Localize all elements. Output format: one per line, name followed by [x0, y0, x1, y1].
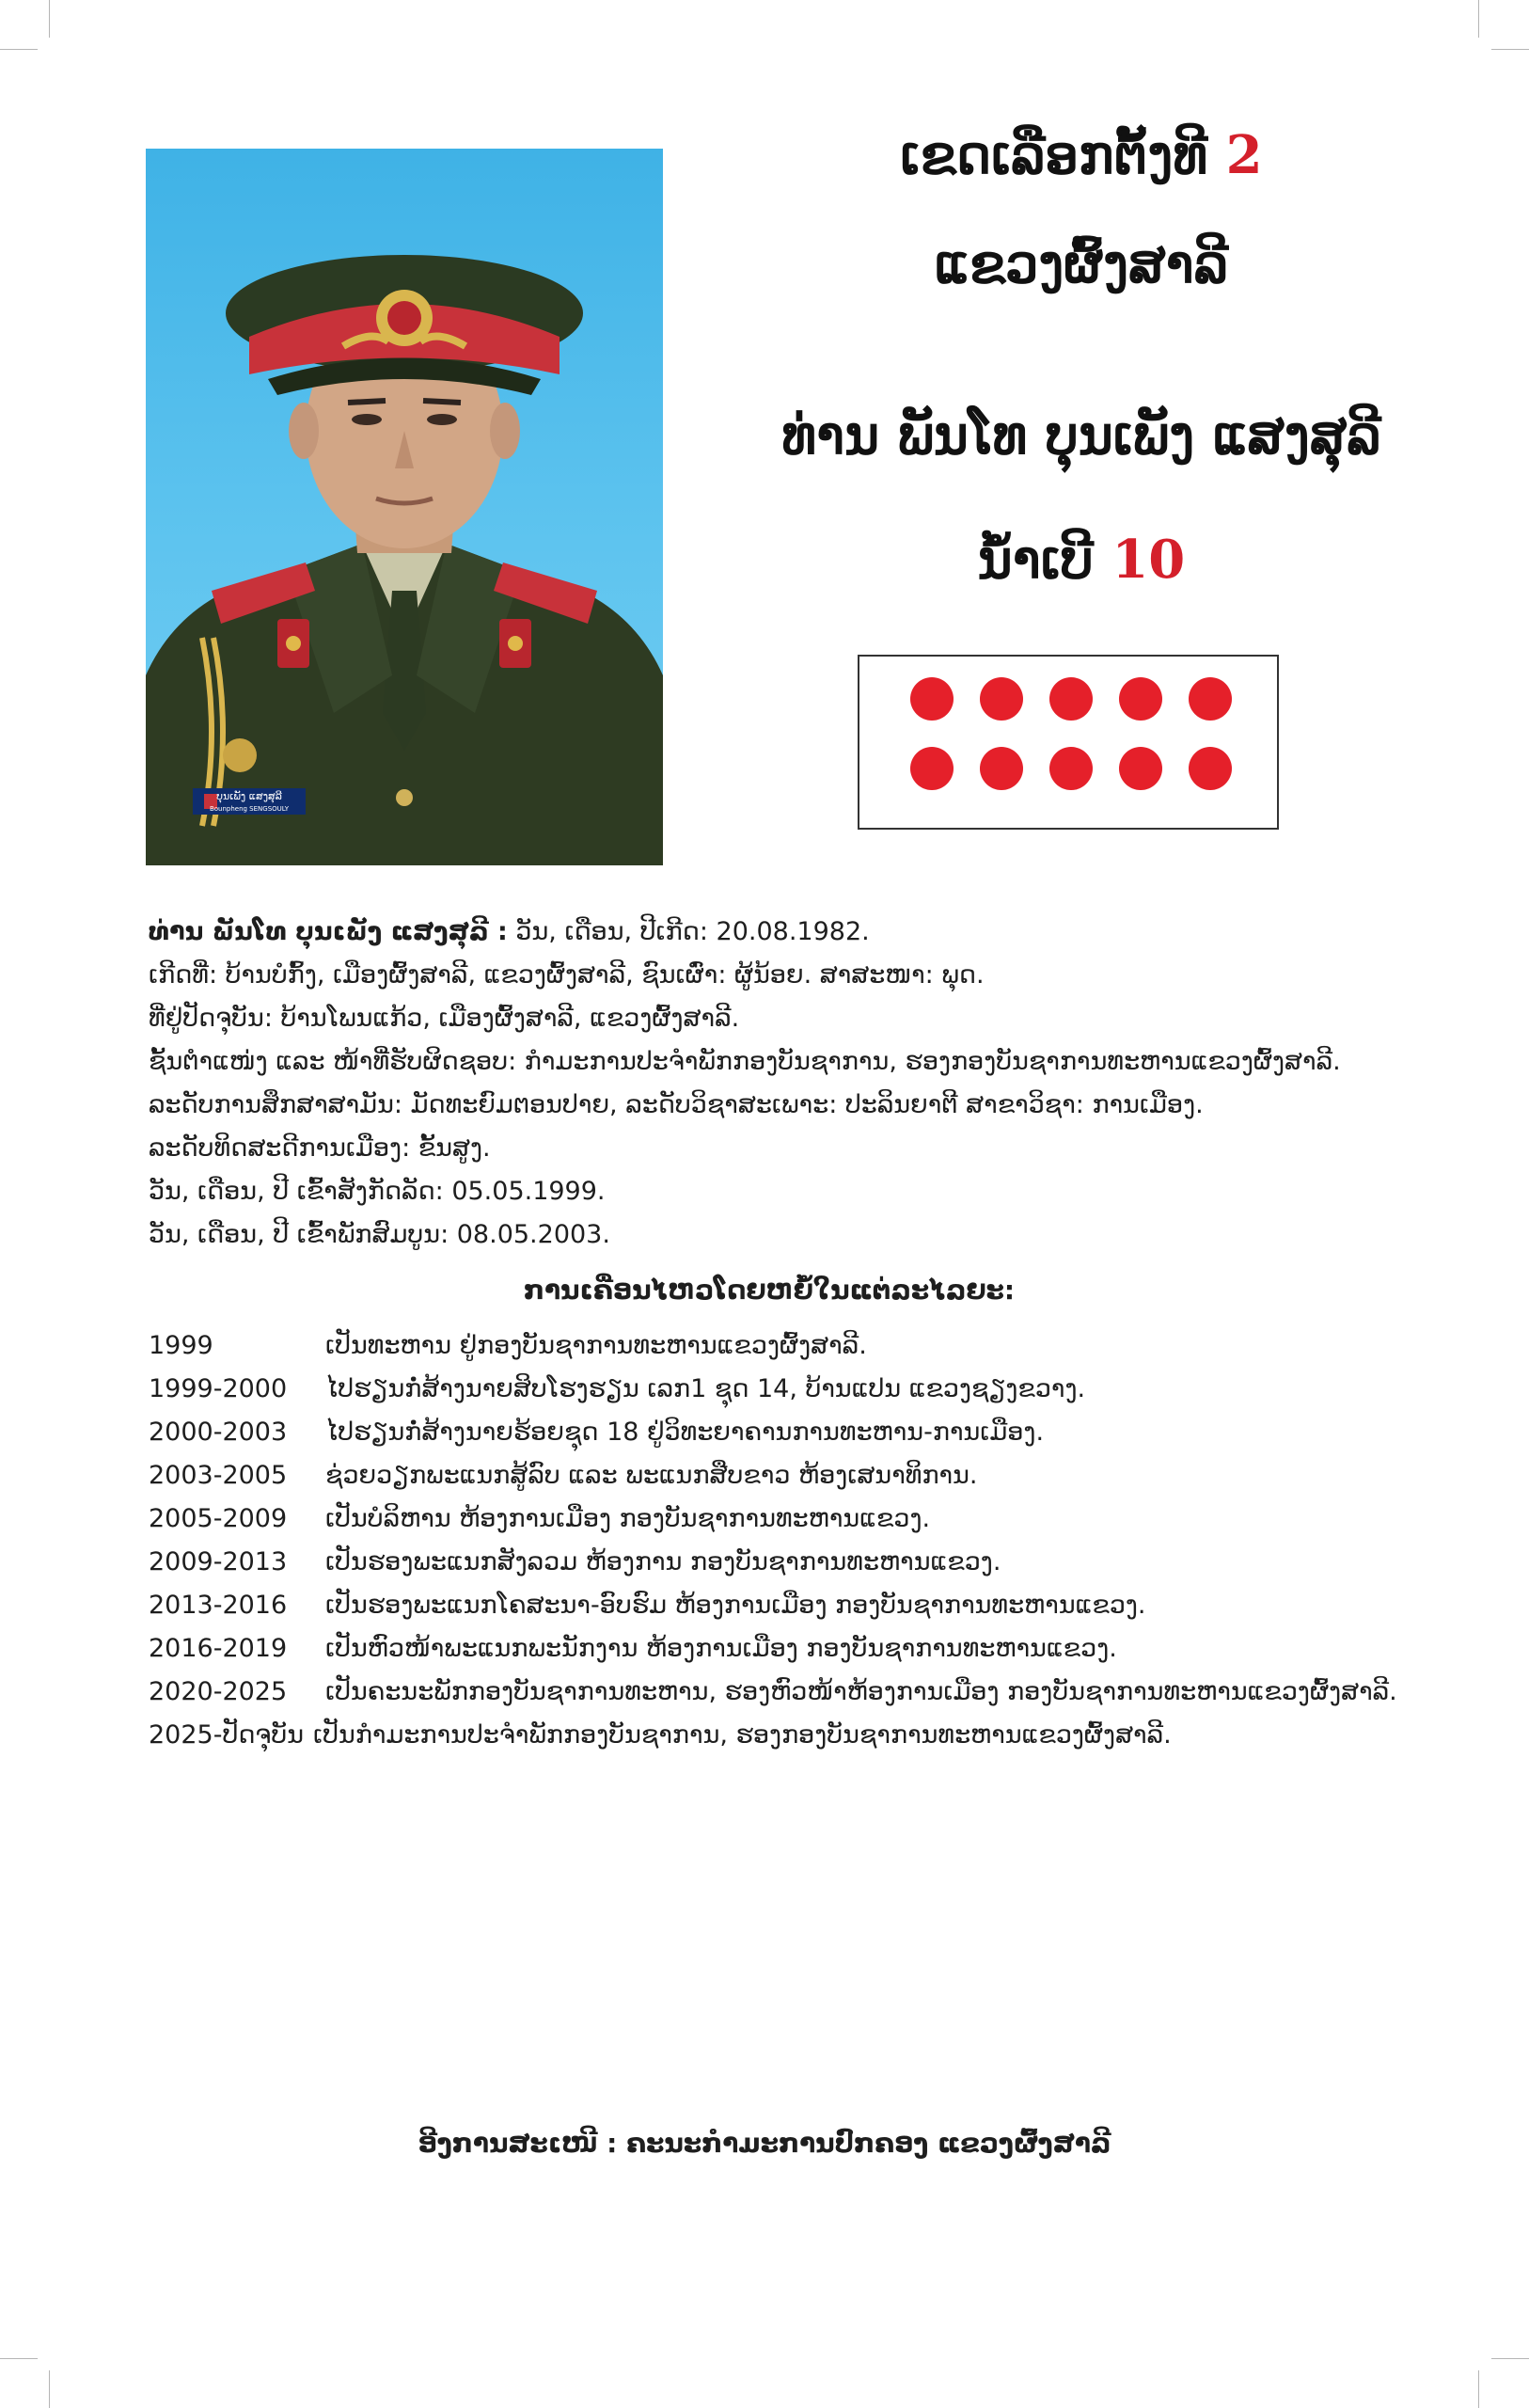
- proposed-by-footer: ອີງການສະເໜີ : ຄະນະກຳມະການປົກຄອງ ແຂວງຜົ້ງສາລີ: [418, 2128, 1111, 2159]
- career-text: ເປັນຮອງພະແນກສັງລວມ ຫ້ອງການ ກອງບັນຊາການທະຫານແຂວງ.: [325, 1547, 1001, 1576]
- crop-mark: [1478, 2370, 1479, 2408]
- career-row: [149, 1324, 1390, 1368]
- candidate-number: 10: [1111, 529, 1186, 591]
- bio-birthplace: ເກີດທີ່: ບ້ານບໍກົ້ງ, ເມືອງຜົ້ງສາລີ, ແຂວງຜົ້ງສາລີ, ຊົນເຜົ່າ: ຜູ້ນ້ອຍ. ສາສະໜາ: ພຸດ.: [149, 960, 985, 990]
- career-years: 2016-2019: [149, 1634, 288, 1663]
- career-title: ການເຄື່ອນໄຫວໂດຍຫຍໍ້ໃນແຕ່ລະໄລຍະ:: [523, 1275, 1016, 1306]
- province-heading: ແຂວງຜົ້ງສາລີ: [934, 233, 1229, 295]
- career-row: [149, 1541, 1390, 1584]
- career-years: 2003-2005: [149, 1461, 288, 1490]
- ballot-number-dots: [858, 655, 1279, 830]
- bio-position: ຊັ້ນຕຳແໜ່ງ ແລະ ໜ້າທີ່ຮັບຜິດຊອບ: ກຳມະການປະຈຳພັກກອງບັນຊາການ, ຮອງກອງບັນຊາການທະຫານແຂວງຜົ້ງສາລີ.: [149, 1047, 1341, 1076]
- district-heading: [677, 124, 1486, 186]
- ballot-dot: [980, 747, 1023, 790]
- bio-lead-name: ທ່ານ ພັນໂທ ບຸນເພັງ ແສງສຸລີ :: [149, 917, 508, 946]
- bio-address: ທີ່ຢູ່ປັດຈຸບັນ: ບ້ານໂພນແກ້ວ, ເມືອງຜົ້ງສາລີ, ແຂວງຜົ້ງສາລີ.: [149, 1004, 740, 1033]
- career-years: 2005-2009: [149, 1504, 288, 1533]
- bio-political-theory: ລະດັບທິດສະດີການເມືອງ: ຂັ້ນສູງ.: [149, 1133, 491, 1163]
- district-label: ເຂດເລືອກຕັ້ງທີ: [900, 124, 1208, 186]
- career-years: 1999: [149, 1331, 213, 1360]
- name-tag-latin: Bounpheng SENGSOULY: [209, 805, 290, 813]
- crop-mark: [49, 0, 50, 38]
- ballot-dot: [1189, 677, 1232, 721]
- ballot-dot: [1189, 747, 1232, 790]
- career-text: ເປັນຮອງພະແນກໂຄສະນາ-ອົບຮົມ ຫ້ອງການເມືອງ ກອງບັນຊາການທະຫານແຂວງ.: [325, 1591, 1146, 1620]
- ballot-dot: [1049, 677, 1093, 721]
- candidate-name-heading: ທ່ານ ພັນໂທ ບຸນເພັງ ແສງສຸລີ: [781, 404, 1381, 467]
- ballot-dot: [910, 677, 954, 721]
- career-row: [149, 1497, 1390, 1541]
- number-label: ນ້ຳເບີ: [977, 529, 1094, 591]
- career-text: ເປັນກຳມະການປະຈຳພັກກອງບັນຊາການ, ຮອງກອງບັນຊາການທະຫານແຂວງຜົ້ງສາລີ.: [313, 1720, 1172, 1750]
- career-years: 2025-ປັດຈຸບັນ: [149, 1720, 305, 1750]
- biography: [149, 911, 1390, 1257]
- career-row: [149, 1671, 1397, 1714]
- bio-birthdate: ວັນ, ເດືອນ, ປີເກີດ: 20.08.1982.: [515, 917, 870, 946]
- career-text: ເປັນທະຫານ ຢູ່ກອງບັນຊາການທະຫານແຂວງຜົ້ງສາລີ.: [325, 1331, 867, 1360]
- career-row: [149, 1714, 1390, 1757]
- crop-mark: [0, 2358, 38, 2359]
- career-row: [149, 1584, 1390, 1627]
- ballot-dot: [1119, 747, 1162, 790]
- career-text: ເປັນຫົວໜ້າພະແນກພະນັກງານ ຫ້ອງການເມືອງ ກອງບັນຊາການທະຫານແຂວງ.: [325, 1634, 1117, 1663]
- career-text: ເປັນບໍລິຫານ ຫ້ອງການເມືອງ ກອງບັນຊາການທະຫານແຂວງ.: [325, 1504, 931, 1533]
- crop-mark: [49, 2370, 50, 2408]
- career-row: [149, 1411, 1390, 1454]
- career-years: 2000-2003: [149, 1418, 288, 1447]
- ballot-dot: [980, 677, 1023, 721]
- career-years: 2020-2025: [149, 1677, 288, 1706]
- career-years: 1999-2000: [149, 1374, 288, 1403]
- career-row: [149, 1368, 1390, 1411]
- career-row: [149, 1454, 1390, 1497]
- candidate-photo: [146, 149, 663, 865]
- crop-mark: [1491, 2358, 1529, 2359]
- crop-mark: [0, 49, 38, 50]
- ballot-dot: [910, 747, 954, 790]
- career-years: 2009-2013: [149, 1547, 288, 1576]
- bio-party-member-date: ວັນ, ເດືອນ, ປີ ເຂົ້າພັກສົມບູນ: 08.05.2003.: [149, 1220, 610, 1249]
- career-text: ໄປຮຽນກໍ່ສ້າງນາຍສິບໂຮງຮຽນ ເລກ1 ຊຸດ 14, ບ້ານແປນ ແຂວງຊຽງຂວາງ.: [325, 1374, 1086, 1403]
- bio-line: [149, 911, 1390, 954]
- career-row: [149, 1627, 1390, 1671]
- bio-state-service-date: ວັນ, ເດືອນ, ປີ ເຂົ້າສັງກັດລັດ: 05.05.1999.: [149, 1177, 606, 1206]
- ballot-dot: [1049, 747, 1093, 790]
- bio-education: ລະດັບການສຶກສາສາມັນ: ມັດທະຍົມຕອນປາຍ, ລະດັບວິຊາສະເພາະ: ປະລິນຍາຕີ ສາຂາວິຊາ: ການເມືອງ.: [149, 1090, 1204, 1119]
- career-text: ເປັນຄະນະພັກກອງບັນຊາການທະຫານ, ຮອງຫົວໜ້າຫ້ອງການເມືອງ ກອງບັນຊາການທະຫານແຂວງຜົ້ງສາລີ.: [325, 1677, 1397, 1706]
- district-number: 2: [1225, 124, 1263, 186]
- name-tag-text: ບຸນເພັງ ແສງສຸລີ: [216, 790, 282, 802]
- ballot-dot: [1119, 677, 1162, 721]
- candidate-number-heading: [677, 529, 1486, 591]
- career-years: 2013-2016: [149, 1591, 288, 1620]
- crop-mark: [1491, 49, 1529, 50]
- career-text: ໄປຮຽນກໍ່ສ້າງນາຍຮ້ອຍຊຸດ 18 ຢູ່ວິທະຍາຄານການທະຫານ-ການເມືອງ.: [325, 1418, 1045, 1447]
- career-list: [149, 1324, 1397, 1757]
- career-text: ຊ່ວຍວຽກພະແນກສູ້ລົບ ແລະ ພະແນກສືບຂາວ ຫ້ອງເສນາທິການ.: [325, 1461, 978, 1490]
- crop-mark: [1478, 0, 1479, 38]
